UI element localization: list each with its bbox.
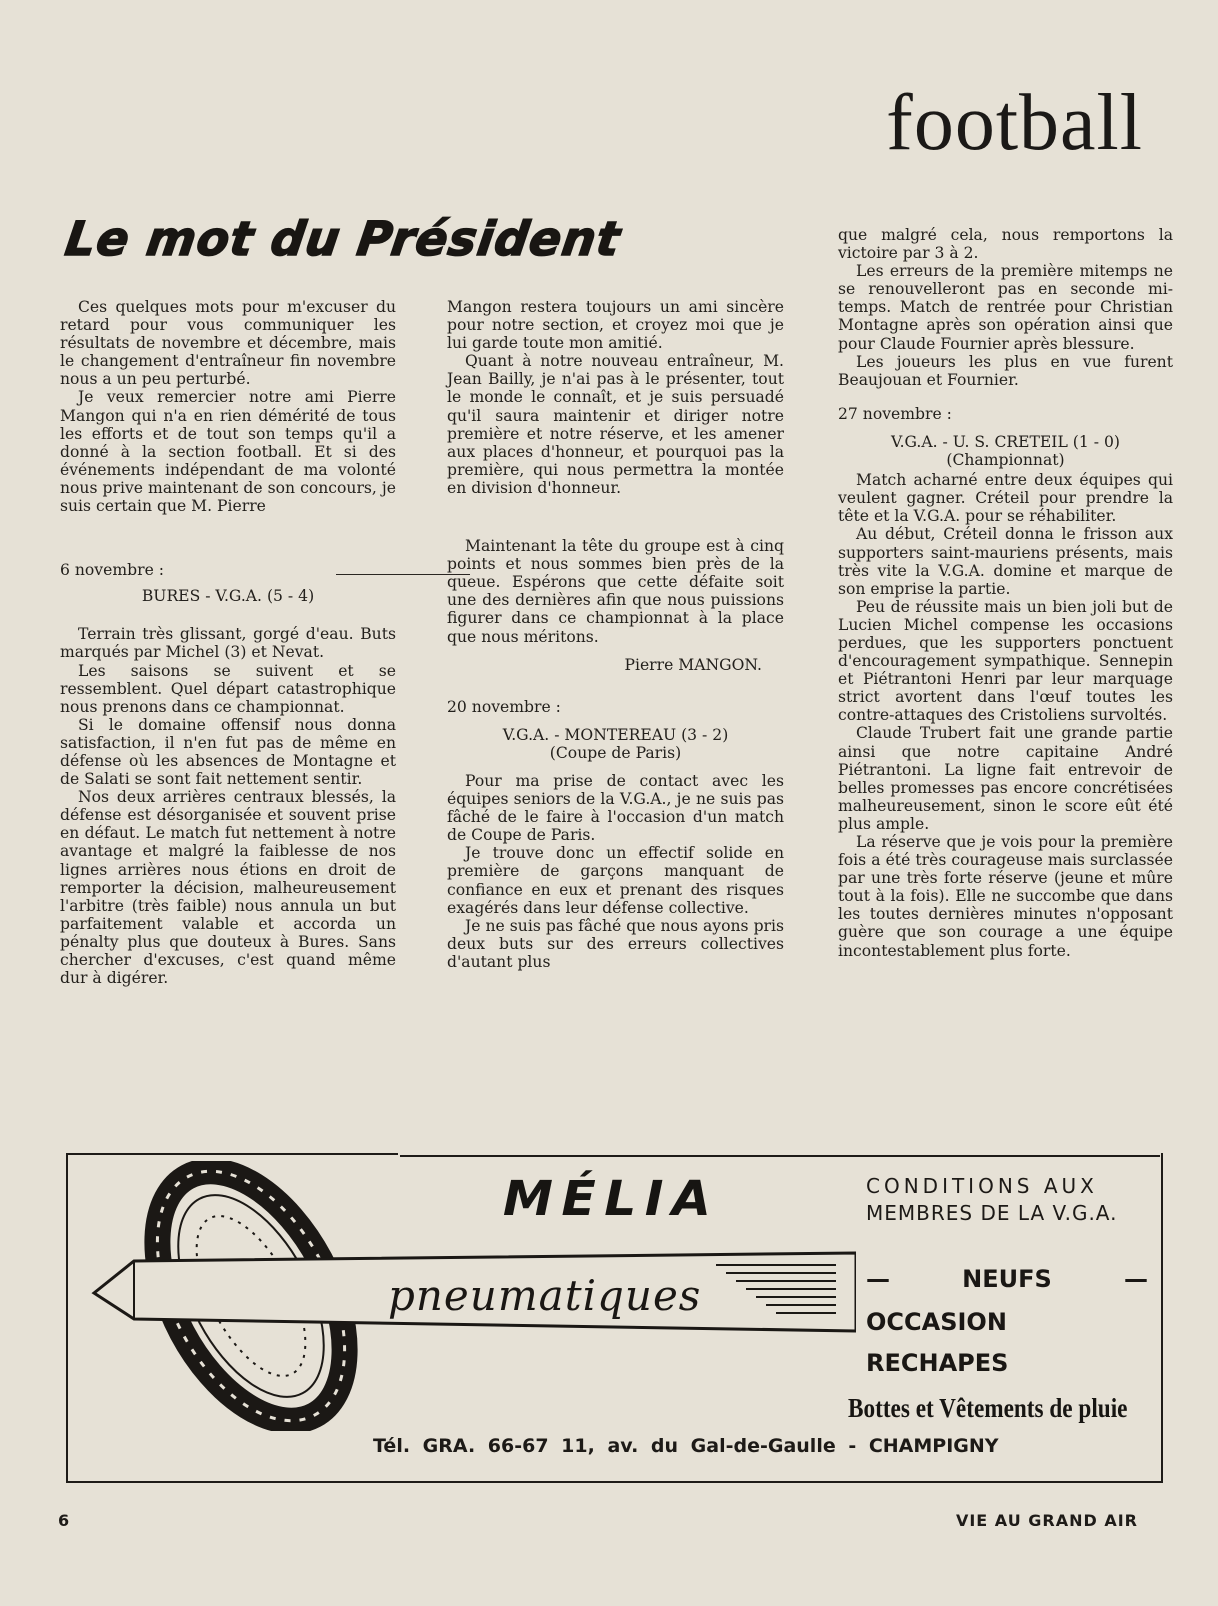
ad-border	[68, 1153, 398, 1155]
match-date: 6 novembre :	[60, 561, 165, 580]
offer-new: — NEUFS —	[866, 1265, 1148, 1293]
match-title: V.G.A. - U. S. CRETEIL (1 - 0)	[891, 432, 1120, 451]
offer-used: OCCASION	[866, 1308, 1007, 1336]
ad-conditions	[866, 1173, 1146, 1227]
paragraph: Terrain très glissant, gorgé d'eau. Buts marqués par Michel (3) et Nevat.	[60, 625, 396, 662]
match-title: V.G.A. - MONTEREAU (3 - 2)	[502, 725, 729, 744]
paragraph: Je trouve donc un effectif solide en première de garçons manquant de confiance en eux et prenant des risques exagérés dans leur défense collective.	[447, 844, 784, 917]
ad-contact: Tél. GRA. 66-67 11, av. du Gal-de-Gaulle - CHAMPIGNY	[373, 1435, 999, 1457]
paragraph: Au début, Créteil donna le frisson aux supporters saint-mauriens présents, mais très vite la V.G.A. domine et marque de son emprise la partie.	[838, 525, 1173, 598]
match-competition: (Championnat)	[946, 451, 1065, 470]
offer-retread: RECHAPES	[866, 1349, 1009, 1377]
match-date: 20 novembre :	[447, 697, 561, 716]
conditions-line: MEMBRES DE LA V.G.A.	[866, 1201, 1118, 1225]
brand-logo: MÉLIA	[502, 1171, 720, 1227]
signature: Pierre MANGON.	[624, 655, 762, 674]
ad-tagline: pneumatiques	[388, 1271, 702, 1320]
paragraph: Mangon restera toujours un ami sincère pour notre section, et croyez moi que je lui garde toute mon amitié.	[447, 298, 784, 353]
page-number: 6	[58, 1511, 70, 1530]
paragraph: que malgré cela, nous remportons la victoire par 3 à 2.	[838, 226, 1173, 263]
paragraph: Ces quelques mots pour m'excuser du retard pour vous communiquer les résultats de novembre et décembre, mais le changement d'entraîneur fin novembre nous a un peu perturbé.	[60, 298, 396, 389]
magazine-name: VIE AU GRAND AIR	[955, 1511, 1138, 1530]
paragraph: Nos deux arrières centraux blessés, la défense est désorganisée et souvent prise en défaut. Le match fut nettement à notre avantage et malgré la faiblesse de nos lignes arrières nous étions en droit de remporter la décision, malheureusement l'arbitre (très faible) nous annula un but parfaitement valable et accorda un pénalty plus que douteux à Bures. Sans chercher d'excuses, c'est quand même dur à digérer.	[60, 788, 396, 988]
paragraph: Je veux remercier notre ami Pierre Mangon qui n'a en rien démérité de tous les efforts et de tout son temps qu'il a donné à la section football. Et si des événements indépendant de ma volonté nous prive maintenant de son concours, je suis certain que M. Pierre	[60, 388, 396, 516]
paragraph: Pour ma prise de contact avec les équipes seniors de la V.G.A., je ne suis pas fâché de le faire à l'occasion d'un match de Coupe de Paris.	[447, 771, 784, 845]
section-title: football	[886, 79, 1143, 167]
article-headline: Le mot du Président	[62, 212, 625, 267]
paragraph: Les saisons se suivent et se ressemblent. Quel départ catastrophique nous prenons dans ce championnat.	[60, 661, 396, 716]
paragraph: Les erreurs de la première mitemps ne se renouvelleront pas en seconde mi-temps. Match de rentrée pour Christian Montagne après son opération ainsi que pour Claude Fournier après blessure.	[838, 262, 1173, 353]
conditions-line: CONDITIONS AUX	[866, 1174, 1098, 1198]
match-title: BURES - V.G.A. (5 - 4)	[141, 587, 315, 606]
match-competition: (Coupe de Paris)	[549, 743, 682, 762]
column-3	[838, 226, 1173, 960]
column-2	[447, 298, 784, 971]
column-1	[60, 298, 396, 987]
paragraph: Maintenant la tête du groupe est à cinq points et nous sommes bien près de la queue. Espérons que cette défaite soit une des dernières afin que nous puissions figurer dans ce championnat à la place que nous méritons.	[447, 537, 784, 646]
ad-border	[400, 1155, 1160, 1157]
paragraph: Les joueurs les plus en vue furent Beaujouan et Fournier.	[838, 352, 1173, 389]
paragraph: Peu de réussite mais un bien joli but de Lucien Michel compense les occasions perdues, que les supporters ponctuent d'encouragement sympathique. Sennepin et Piétrantoni Henri par leur marquage strict avortent dans l'œuf toutes les contre-attaques des Cristoliens survoltés.	[838, 597, 1173, 725]
paragraph: Quant à notre nouveau entraîneur, M. Jean Bailly, je n'ai pas à le présenter, tout le monde le connaît, et je suis persuadé qu'il saura maintenir et diriger notre première et notre réserve, et les amener aux places d'honneur, et pourquoi pas la première, qui nous permettra la montée en division d'honneur.	[447, 352, 784, 497]
paragraph: Je ne suis pas fâché que nous ayons pris deux buts sur des erreurs collectives d'autant plus	[447, 916, 784, 971]
paragraph: La réserve que je vois pour la première fois a été très courageuse mais surclassée par une très forte réserve (jeune et mûre tout à la fois). Elle ne succombe que dans les toutes dernières minutes n'opposant guère que son courage a une équipe incontestablement plus forte.	[838, 833, 1173, 960]
paragraph: Match acharné entre deux équipes qui veulent gagner. Créteil pour prendre la tête et la V.G.A. pour se réhabiliter.	[838, 471, 1173, 526]
paragraph: Si le domaine offensif nous donna satisfaction, il n'en fut pas de même en défense où les absences de Montagne et de Salati se sont fait nettement sentir.	[60, 715, 396, 789]
paragraph: Claude Trubert fait une grande partie ainsi que notre capitaine André Piétrantoni. La ligne fait entrevoir de belles promesses pas encore concrétisées malheureusement, sinon le score eût été plus ample.	[838, 724, 1173, 833]
match-date: 27 novembre :	[838, 404, 952, 423]
ad-rainwear: Bottes et Vêtements de pluie	[848, 1393, 1128, 1423]
melia-advertisement	[66, 1153, 1163, 1483]
